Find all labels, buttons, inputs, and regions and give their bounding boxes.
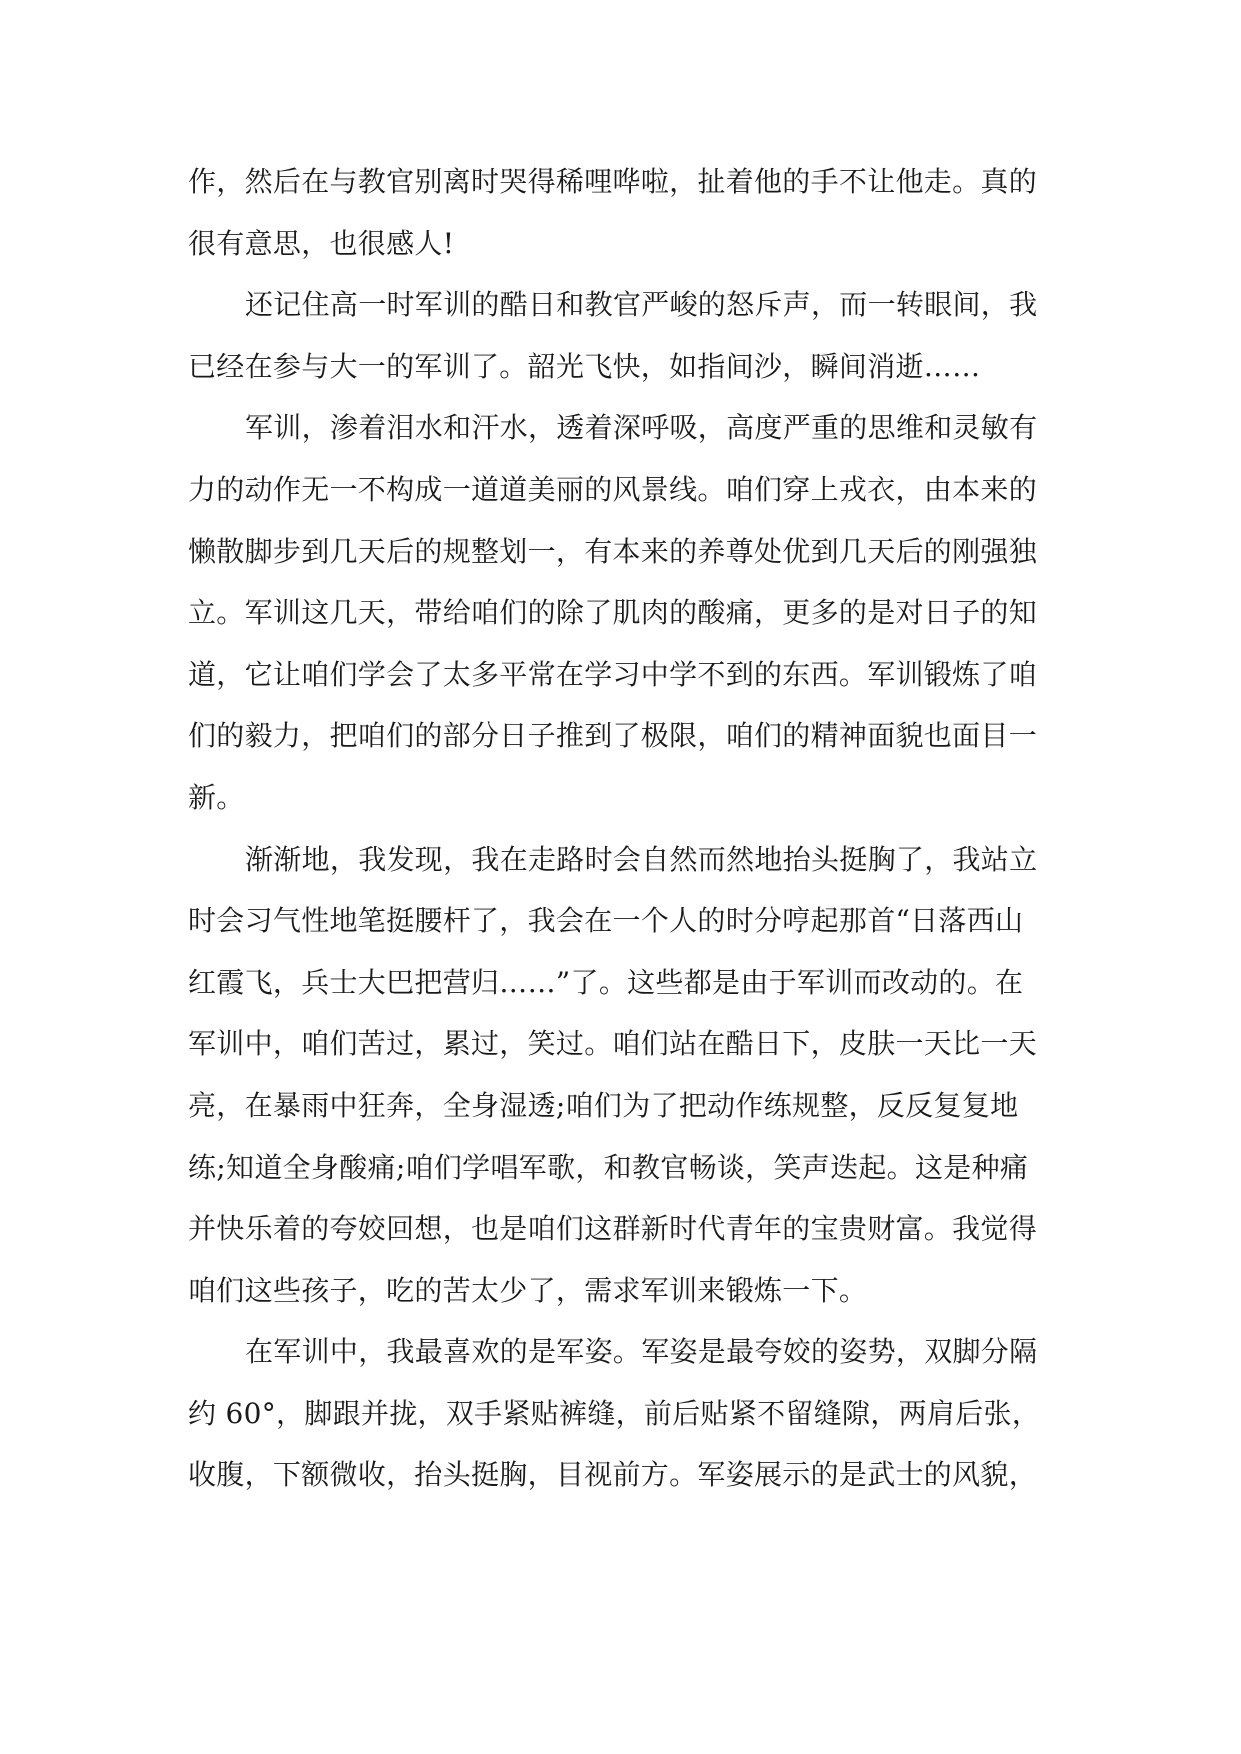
text-line: 军训中，咱们苦过，累过，笑过。咱们站在酷日下，皮肤一天比一天: [188, 1027, 1038, 1061]
text-line: 收腹，下额微收，抬头挺胸，目视前方。军姿展示的是武士的风貌，: [188, 1458, 1038, 1492]
text-line: 红霞飞，兵士大巴把营归……”了。这些都是由于军训而改动的。在: [188, 965, 1024, 999]
text-line: 新。: [188, 780, 245, 814]
text-line: 并快乐着的夸姣回想，也是咱们这群新时代青年的宝贵财富。我觉得: [188, 1212, 1038, 1246]
text-line: 时会习气性地笔挺腰杆了，我会在一个人的时分哼起那首“日落西山: [188, 904, 1024, 938]
text-line: 力的动作无一不构成一道道美丽的风景线。咱们穿上戎衣，由本来的: [188, 472, 1038, 506]
paragraph-start-line: 军训，渗着泪水和汗水，透着深呼吸，高度严重的思维和灵敏有: [245, 411, 1038, 445]
text-line: 咱们这些孩子，吃的苦太少了，需求军训来锻炼一下。: [188, 1273, 868, 1307]
body-text: [188, 151, 1054, 1506]
text-line: 立。军训这几天，带给咱们的除了肌肉的酸痛，更多的是对日子的知: [188, 596, 1038, 630]
paragraph-start-line: 还记住高一时军训的酷日和教官严峻的怒斥声，而一转眼间，我: [245, 288, 1038, 322]
text-line: 道，它让咱们学会了太多平常在学习中学不到的东西。军训锻炼了咱: [188, 657, 1038, 691]
text-line: 约 60°，脚跟并拢，双手紧贴裤缝，前后贴紧不留缝隙，两肩后张，: [188, 1396, 1041, 1430]
text-line: 已经在参与大一的军训了。韶光飞快，如指间沙，瞬间消逝……: [188, 349, 981, 383]
text-line: 亮，在暴雨中狂奔，全身湿透;咱们为了把动作练规整，反反复复地: [188, 1088, 1019, 1122]
paragraph-start-line: 在军训中，我最喜欢的是军姿。军姿是最夸姣的姿势，双脚分隔: [245, 1335, 1038, 1369]
text-line: 们的毅力，把咱们的部分日子推到了极限，咱们的精神面貌也面目一: [188, 719, 1038, 753]
text-line: 作，然后在与教官别离时哭得稀哩哗啦，扯着他的手不让他走。真的: [188, 165, 1038, 198]
text-line: 很有意思，也很感人!: [188, 226, 455, 260]
text-line: 练;知道全身酸痛;咱们学唱军歌，和教官畅谈，笑声迭起。这是种痛: [188, 1150, 1029, 1184]
text-line: 懒散脚步到几天后的规整划一，有本来的养尊处优到几天后的刚强独: [188, 534, 1038, 568]
paragraph-start-line: 渐渐地，我发现，我在走路时会自然而然地抬头挺胸了，我站立: [245, 842, 1038, 876]
